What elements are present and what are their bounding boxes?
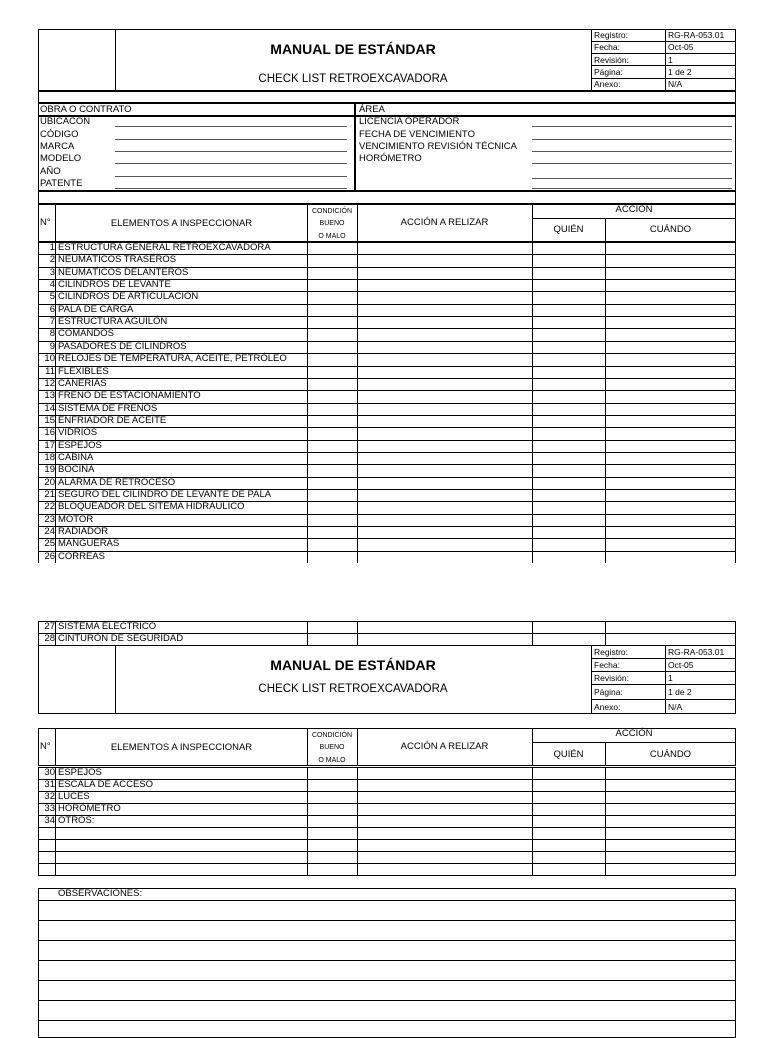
who-cell[interactable] [533, 539, 604, 549]
who-cell[interactable] [533, 305, 604, 315]
condition-cell[interactable] [308, 840, 356, 850]
action-cell[interactable] [358, 634, 531, 644]
who-cell[interactable] [533, 864, 604, 874]
row-number: 3 [49, 266, 55, 278]
row-element: ENFRIADOR DE ACEITE [58, 414, 167, 426]
observations-label: OBSERVACIONES: [58, 888, 143, 899]
when-cell[interactable] [606, 292, 734, 302]
row-number: 26 [44, 550, 55, 562]
condition-cell[interactable] [308, 552, 356, 562]
info-field-line[interactable] [532, 139, 732, 140]
when-cell[interactable] [606, 354, 734, 364]
col-condition-header: CONDICIÓN [311, 208, 353, 215]
observation-line[interactable] [38, 980, 736, 981]
when-cell[interactable] [606, 367, 734, 377]
when-cell[interactable] [606, 441, 734, 451]
when-cell[interactable] [606, 268, 734, 278]
who-cell[interactable] [533, 342, 604, 352]
col-action-header: ACCIÓN [615, 204, 653, 215]
when-cell[interactable] [606, 552, 734, 562]
info-field-line[interactable] [532, 188, 732, 189]
condition-cell[interactable] [308, 502, 356, 512]
who-cell[interactable] [533, 634, 604, 644]
row-number: 23 [44, 513, 55, 525]
meta-value: RG-RA-053.01 [668, 647, 725, 657]
when-cell[interactable] [606, 828, 734, 838]
condition-cell[interactable] [308, 864, 356, 874]
meta-value: Oct-05 [668, 660, 694, 670]
info-field-line[interactable] [532, 178, 732, 179]
when-cell[interactable] [606, 816, 734, 826]
who-cell[interactable] [533, 768, 604, 778]
action-cell[interactable] [358, 840, 531, 850]
row-element: CABINA [58, 451, 94, 463]
info-field-label: PATENTE [40, 178, 83, 189]
meta-label: Revisión: [594, 673, 629, 683]
when-cell[interactable] [606, 453, 734, 463]
who-cell[interactable] [533, 502, 604, 512]
info-field-label: VENCIMIENTO REVISIÓN TÉCNICA [359, 141, 518, 152]
row-number: 13 [44, 390, 55, 402]
when-cell[interactable] [606, 305, 734, 315]
who-cell[interactable] [533, 465, 604, 475]
action-cell[interactable] [358, 354, 531, 364]
observations-frame [38, 888, 736, 1038]
col-action-header: ACCIÓN [615, 728, 653, 739]
who-cell[interactable] [533, 622, 604, 632]
when-cell[interactable] [606, 634, 734, 644]
when-cell[interactable] [606, 478, 734, 488]
row-element: CAÑERÍAS [58, 377, 107, 389]
row-element: ALARMA DE RETROCESO [58, 476, 176, 488]
condition-cell[interactable] [308, 292, 356, 302]
when-cell[interactable] [606, 329, 734, 339]
info-field-label: MODELO [40, 153, 82, 164]
action-cell[interactable] [358, 367, 531, 377]
row-number: 30 [44, 767, 55, 778]
info-field-label: CÓDIGO [40, 129, 79, 140]
meta-value: Oct-05 [668, 42, 694, 52]
who-cell[interactable] [533, 515, 604, 525]
col-condition-header: CONDICIÓN [311, 732, 353, 739]
action-cell[interactable] [358, 780, 531, 790]
condition-cell[interactable] [308, 780, 356, 790]
condition-cell[interactable] [308, 852, 356, 862]
info-field-label: FECHA DE VENCIMIENTO [359, 129, 475, 140]
meta-value: 1 [668, 55, 673, 65]
action-cell[interactable] [358, 768, 531, 778]
when-cell[interactable] [606, 490, 734, 500]
when-cell[interactable] [606, 465, 734, 475]
action-cell[interactable] [358, 280, 531, 290]
observation-line[interactable] [38, 960, 736, 961]
page-title: MANUAL DE ESTÁNDAR [270, 41, 436, 57]
action-cell[interactable] [358, 255, 531, 265]
condition-cell[interactable] [308, 354, 356, 364]
action-cell[interactable] [358, 441, 531, 451]
col-who-header: QUIÉN [553, 749, 584, 760]
meta-value: RG-RA-053.01 [668, 30, 725, 40]
row-element: PASADORES DE CILINDROS [58, 340, 187, 352]
condition-cell[interactable] [308, 416, 356, 426]
row-number: 27 [44, 621, 55, 632]
action-cell[interactable] [358, 305, 531, 315]
when-cell[interactable] [606, 243, 734, 253]
row-number: 22 [44, 501, 55, 513]
row-number: 16 [44, 427, 55, 439]
row-number: 34 [44, 815, 55, 826]
row-element: ESPEJOS [58, 439, 102, 451]
when-cell[interactable] [606, 622, 734, 632]
row-element: BLOQUEADOR DEL SITEMA HIDRÁULICO [58, 501, 245, 513]
row-element: HORÓMETRO [58, 803, 121, 814]
action-cell[interactable] [358, 317, 531, 327]
when-cell[interactable] [606, 780, 734, 790]
who-cell[interactable] [533, 490, 604, 500]
action-cell[interactable] [358, 864, 531, 874]
when-cell[interactable] [606, 404, 734, 414]
row-element: RADIADOR [58, 526, 109, 538]
row-element: RELOJES DE TEMPERATURA, ACEITE, PETRÓLEO [58, 353, 287, 365]
meta-label: Anexo: [594, 702, 621, 712]
who-cell[interactable] [533, 428, 604, 438]
col-action-to-take-header: ACCIÓN A RELIZAR [400, 217, 489, 228]
meta-value: N/A [668, 79, 683, 89]
meta-label: Revisión: [594, 55, 629, 65]
info-field-line[interactable] [115, 151, 347, 152]
when-cell[interactable] [606, 804, 734, 814]
row-element: NEUMÁTICOS DELANTEROS [58, 266, 189, 278]
action-cell[interactable] [358, 268, 531, 278]
who-cell[interactable] [533, 391, 604, 401]
info-field-label: LICENCIA OPERADOR [359, 116, 460, 127]
info-field-line[interactable] [115, 139, 347, 140]
who-cell[interactable] [533, 527, 604, 537]
info-field-label: UBICACÓN [40, 116, 91, 127]
who-cell[interactable] [533, 840, 604, 850]
page-subtitle: CHECK LIST RETROEXCAVADORA [258, 73, 448, 85]
row-element: ESCALA DE ACCESO [58, 779, 154, 790]
meta-label: Página: [594, 687, 623, 697]
action-cell[interactable] [358, 552, 531, 562]
who-cell[interactable] [533, 852, 604, 862]
who-cell[interactable] [533, 828, 604, 838]
condition-cell[interactable] [308, 305, 356, 315]
who-cell[interactable] [533, 804, 604, 814]
action-cell[interactable] [358, 292, 531, 302]
row-element: ESTRUCTURA AGUILÓN [58, 316, 168, 328]
action-cell[interactable] [358, 453, 531, 463]
observation-line[interactable] [38, 940, 736, 941]
action-cell[interactable] [358, 515, 531, 525]
meta-value: 1 de 2 [668, 687, 692, 697]
condition-cell[interactable] [308, 243, 356, 253]
row-element: CILINDROS DE LEVANTE [58, 279, 171, 291]
row-element: SISTEMA DE FRENOS [58, 402, 158, 414]
condition-cell[interactable] [308, 280, 356, 290]
condition-cell[interactable] [308, 391, 356, 401]
row-element: ESTRUCTURA GENERAL RETROEXCAVADORA [58, 242, 271, 253]
who-cell[interactable] [533, 280, 604, 290]
action-cell[interactable] [358, 502, 531, 512]
row-element: MOTOR [58, 513, 94, 525]
meta-value: 1 [668, 673, 673, 683]
action-cell[interactable] [358, 416, 531, 426]
row-number: 31 [44, 779, 55, 790]
action-cell[interactable] [358, 804, 531, 814]
who-cell[interactable] [533, 416, 604, 426]
observation-line[interactable] [38, 1020, 736, 1021]
row-number: 24 [44, 526, 55, 538]
who-cell[interactable] [533, 317, 604, 327]
condition-cell[interactable] [308, 379, 356, 389]
action-cell[interactable] [358, 539, 531, 549]
row-element: ESPEJOS [58, 767, 102, 778]
action-cell[interactable] [358, 490, 531, 500]
condition-cell[interactable] [308, 404, 356, 414]
who-cell[interactable] [533, 367, 604, 377]
info-field-label: HORÓMETRO [359, 153, 422, 164]
col-who-header: QUIÉN [553, 224, 584, 235]
row-number: 8 [49, 328, 55, 340]
row-number: 11 [45, 365, 55, 377]
condition-cell[interactable] [308, 816, 356, 826]
meta-label: Fecha: [594, 660, 620, 670]
row-element: SISTEMA ELÉCTRICO [58, 621, 157, 632]
action-cell[interactable] [358, 828, 531, 838]
action-cell[interactable] [358, 329, 531, 339]
row-element: CINTURÓN DE SEGURIDAD [58, 633, 184, 644]
when-cell[interactable] [606, 539, 734, 549]
col-num-header: N° [40, 217, 51, 228]
who-cell[interactable] [533, 255, 604, 265]
when-cell[interactable] [606, 515, 734, 525]
condition-cell[interactable] [308, 622, 356, 632]
row-number: 20 [44, 476, 55, 488]
row-number: 9 [49, 340, 55, 352]
when-cell[interactable] [606, 864, 734, 874]
who-cell[interactable] [533, 292, 604, 302]
info-field-line[interactable] [115, 163, 347, 164]
who-cell[interactable] [533, 354, 604, 364]
info-field-line[interactable] [115, 176, 347, 177]
row-element: OTROS: [58, 815, 95, 826]
row-number: 14 [44, 402, 55, 414]
condition-cell[interactable] [308, 768, 356, 778]
col-elements-header: ELEMENTOS A INSPECCIONAR [110, 742, 253, 753]
who-cell[interactable] [533, 478, 604, 488]
spacer-row [38, 91, 736, 103]
condition-cell[interactable] [308, 428, 356, 438]
row-number: 7 [49, 316, 55, 328]
when-cell[interactable] [606, 317, 734, 327]
who-cell[interactable] [533, 453, 604, 463]
action-cell[interactable] [358, 243, 531, 253]
condition-cell[interactable] [308, 268, 356, 278]
condition-cell[interactable] [308, 539, 356, 549]
row-number: 2 [49, 254, 55, 266]
info-field-label: MARCA [40, 141, 75, 152]
row-number: 33 [44, 803, 55, 814]
header-frame [38, 645, 736, 714]
condition-cell[interactable] [308, 478, 356, 488]
row-number: 5 [49, 291, 55, 303]
col-when-header: CUÁNDO [649, 749, 692, 760]
condition-cell[interactable] [308, 804, 356, 814]
action-cell[interactable] [358, 428, 531, 438]
info-field-line[interactable] [115, 126, 347, 127]
row-element: MANGUERAS [58, 538, 120, 550]
spacer-row [38, 191, 736, 204]
meta-label: Página: [594, 67, 623, 77]
condition-cell[interactable] [308, 490, 356, 500]
row-element: BOCINA [58, 464, 95, 476]
action-cell[interactable] [358, 527, 531, 537]
when-cell[interactable] [606, 840, 734, 850]
who-cell[interactable] [533, 780, 604, 790]
row-element: LUCES [58, 791, 90, 802]
meta-label: Registro: [594, 647, 629, 657]
info-field-line[interactable] [532, 163, 732, 164]
action-cell[interactable] [358, 465, 531, 475]
action-cell[interactable] [358, 622, 531, 632]
who-cell[interactable] [533, 441, 604, 451]
row-number: 19 [44, 464, 55, 476]
action-cell[interactable] [358, 342, 531, 352]
observation-line[interactable] [38, 900, 736, 901]
when-cell[interactable] [606, 416, 734, 426]
row-element: CORREAS [58, 550, 105, 562]
row-element: CILINDROS DE ARTICULACIÓN [58, 291, 199, 303]
row-number: 10 [44, 353, 55, 365]
info-field-line[interactable] [115, 188, 347, 189]
action-cell[interactable] [358, 478, 531, 488]
action-cell[interactable] [358, 816, 531, 826]
row-number: 6 [49, 303, 55, 315]
who-cell[interactable] [533, 816, 604, 826]
page-title: MANUAL DE ESTÁNDAR [270, 657, 436, 673]
row-element: SEGURO DEL CILINDRO DE LEVANTE DE PALA [58, 489, 272, 500]
action-cell[interactable] [358, 391, 531, 401]
info-field-label: ÁREA [359, 104, 385, 115]
row-element: VIDRIOS [58, 427, 98, 439]
when-cell[interactable] [606, 792, 734, 802]
row-number: 4 [49, 279, 55, 291]
info-field-line[interactable] [532, 151, 732, 152]
row-number: 12 [44, 377, 55, 389]
condition-cell[interactable] [308, 465, 356, 475]
row-number: 25 [44, 538, 55, 550]
row-element: NEUMÁTICOS TRASEROS [58, 254, 177, 266]
when-cell[interactable] [606, 852, 734, 862]
row-number: 32 [44, 791, 55, 802]
action-cell[interactable] [358, 379, 531, 389]
observation-line[interactable] [38, 1000, 736, 1001]
when-cell[interactable] [606, 428, 734, 438]
who-cell[interactable] [533, 792, 604, 802]
row-number: 21 [44, 489, 55, 500]
meta-label: Anexo: [594, 79, 621, 89]
meta-label: Registro: [594, 30, 629, 40]
who-cell[interactable] [533, 379, 604, 389]
who-cell[interactable] [533, 552, 604, 562]
condition-cell[interactable] [308, 342, 356, 352]
row-element: FRENO DE ESTACIONAMIENTO [58, 390, 201, 402]
info-field-line[interactable] [532, 126, 732, 127]
when-cell[interactable] [606, 280, 734, 290]
who-cell[interactable] [533, 243, 604, 253]
when-cell[interactable] [606, 391, 734, 401]
action-cell[interactable] [358, 404, 531, 414]
condition-cell[interactable] [308, 453, 356, 463]
when-cell[interactable] [606, 768, 734, 778]
col-when-header: CUÁNDO [649, 224, 692, 235]
row-number: 17 [44, 439, 55, 451]
who-cell[interactable] [533, 404, 604, 414]
row-number: 28 [44, 633, 55, 644]
action-cell[interactable] [358, 792, 531, 802]
row-element: FLEXIBLES [58, 365, 109, 377]
col-action-to-take-header: ACCIÓN A RELIZAR [400, 741, 489, 752]
condition-cell[interactable] [308, 527, 356, 537]
meta-value: N/A [668, 702, 683, 712]
when-cell[interactable] [606, 255, 734, 265]
when-cell[interactable] [606, 342, 734, 352]
condition-cell[interactable] [308, 317, 356, 327]
condition-cell[interactable] [308, 792, 356, 802]
who-cell[interactable] [533, 268, 604, 278]
condition-cell[interactable] [308, 441, 356, 451]
observation-line[interactable] [38, 920, 736, 921]
condition-cell[interactable] [308, 828, 356, 838]
meta-value: 1 de 2 [668, 67, 692, 77]
row-number: 18 [44, 451, 55, 463]
when-cell[interactable] [606, 527, 734, 537]
condition-cell[interactable] [308, 634, 356, 644]
action-cell[interactable] [358, 852, 531, 862]
condition-cell[interactable] [308, 255, 356, 265]
row-number: 15 [44, 414, 55, 426]
page-subtitle: CHECK LIST RETROEXCAVADORA [258, 683, 448, 695]
when-cell[interactable] [606, 379, 734, 389]
info-field-label: OBRA O CONTRATO [40, 104, 132, 115]
row-number: 1 [49, 242, 55, 253]
condition-cell[interactable] [308, 367, 356, 377]
info-field-label: AÑO [40, 166, 61, 177]
row-element: COMANDOS [58, 328, 114, 340]
col-elements-header: ELEMENTOS A INSPECCIONAR [110, 218, 253, 229]
col-num-header: N° [40, 741, 51, 752]
condition-cell[interactable] [308, 515, 356, 525]
who-cell[interactable] [533, 329, 604, 339]
row-element: PALA DE CARGA [58, 303, 134, 315]
meta-label: Fecha: [594, 42, 620, 52]
when-cell[interactable] [606, 502, 734, 512]
condition-cell[interactable] [308, 329, 356, 339]
